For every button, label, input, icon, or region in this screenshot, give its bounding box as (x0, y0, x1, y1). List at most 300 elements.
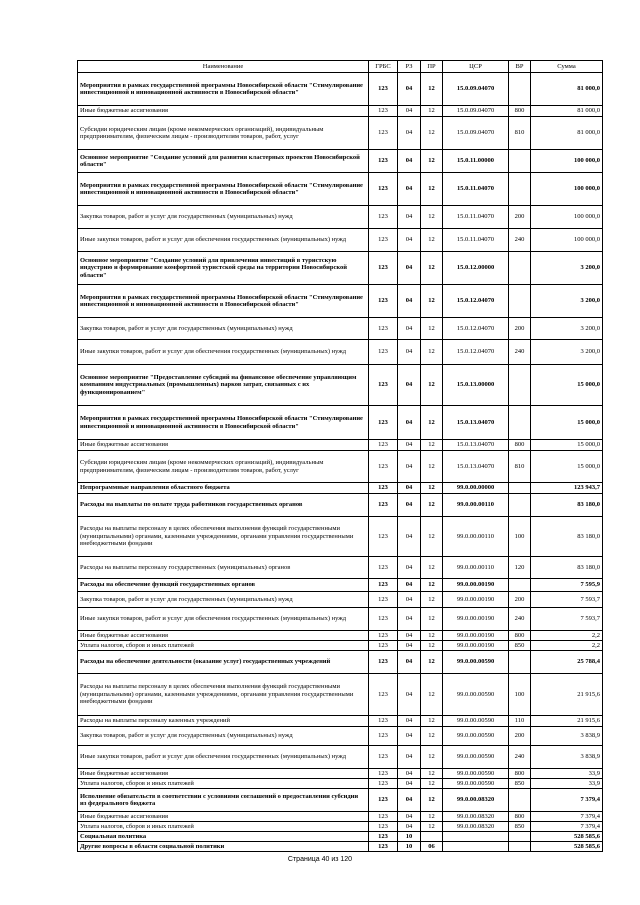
cell-csr: 15.0.12.00000 (443, 252, 509, 285)
cell-grbs: 123 (369, 229, 398, 252)
cell-sum: 7 593,7 (531, 608, 603, 631)
cell-vr: 200 (509, 318, 531, 340)
cell-vr (509, 252, 531, 285)
cell-vr (509, 842, 531, 852)
cell-vr: 240 (509, 608, 531, 631)
cell-sum: 3 200,0 (531, 285, 603, 318)
cell-vr (509, 832, 531, 842)
cell-pr: 12 (421, 285, 443, 318)
cell-sum: 81 000,0 (531, 73, 603, 106)
cell-name: Основное мероприятие "Предоставление субсидий на финансовое обеспечение управляющим компаниям индустриальных (промышленных) парков затрат, связанных с их функционированием" (78, 365, 369, 406)
cell-rz: 04 (398, 406, 421, 440)
cell-pr: 12 (421, 746, 443, 769)
cell-vr: 110 (509, 716, 531, 727)
budget-table (77, 60, 603, 852)
cell-rz: 04 (398, 822, 421, 832)
cell-rz: 04 (398, 252, 421, 285)
cell-rz: 04 (398, 451, 421, 483)
cell-grbs: 123 (369, 641, 398, 651)
cell-pr: 12 (421, 451, 443, 483)
cell-csr: 15.0.11.04070 (443, 229, 509, 252)
cell-grbs: 123 (369, 73, 398, 106)
cell-vr: 200 (509, 727, 531, 746)
cell-rz: 04 (398, 769, 421, 779)
cell-rz: 04 (398, 517, 421, 557)
cell-csr: 99.0.00.00110 (443, 517, 509, 557)
table-row (78, 440, 603, 451)
cell-name: Закупка товаров, работ и услуг для государственных (муниципальных) нужд (78, 318, 369, 340)
cell-name: Уплата налогов, сборов и иных платежей (78, 641, 369, 651)
cell-grbs: 123 (369, 252, 398, 285)
table-row (78, 822, 603, 832)
cell-csr: 15.0.13.04070 (443, 440, 509, 451)
cell-csr: 99.0.00.00190 (443, 608, 509, 631)
cell-grbs: 123 (369, 832, 398, 842)
cell-grbs: 123 (369, 483, 398, 494)
cell-pr: 12 (421, 674, 443, 716)
cell-name: Субсидии юридическим лицам (кроме некоммерческих организаций), индивидуальным предпринимателям, физическим лицам - производителям товаров, работ, услуг (78, 451, 369, 483)
table-row (78, 318, 603, 340)
cell-vr: 850 (509, 822, 531, 832)
cell-sum: 2,2 (531, 641, 603, 651)
cell-name: Мероприятия в рамках государственной программы Новосибирской области "Стимулирование инвестиционной и инновационной активности в Новосибирской области" (78, 285, 369, 318)
cell-rz: 04 (398, 727, 421, 746)
cell-name: Расходы на выплаты персоналу в целях обеспечения выполнения функций государственными (муниципальными) органами, казенными учреждениями, органами управления государственными внебюджетными фондами (78, 674, 369, 716)
table-row (78, 631, 603, 641)
cell-pr: 12 (421, 406, 443, 440)
cell-csr: 99.0.00.08320 (443, 822, 509, 832)
cell-name: Расходы на выплаты персоналу в целях обеспечения выполнения функций государственными (муниципальными) органами, казенными учреждениями, органами управления государственными внебюджетными фондами (78, 517, 369, 557)
cell-grbs: 123 (369, 822, 398, 832)
cell-pr: 12 (421, 769, 443, 779)
cell-rz: 04 (398, 746, 421, 769)
cell-rz: 04 (398, 674, 421, 716)
cell-sum: 2,2 (531, 631, 603, 641)
table-row (78, 608, 603, 631)
cell-rz: 04 (398, 117, 421, 150)
cell-sum: 83 180,0 (531, 517, 603, 557)
cell-grbs: 123 (369, 451, 398, 483)
cell-name: Иные закупки товаров, работ и услуг для обеспечения государственных (муниципальных) нужд (78, 608, 369, 631)
cell-vr: 800 (509, 812, 531, 822)
cell-rz: 04 (398, 173, 421, 206)
header-csr: ЦСР (443, 61, 509, 73)
cell-rz: 04 (398, 494, 421, 517)
cell-csr (443, 832, 509, 842)
cell-vr: 810 (509, 451, 531, 483)
cell-sum: 100 000,0 (531, 229, 603, 252)
cell-pr: 12 (421, 440, 443, 451)
cell-sum: 83 180,0 (531, 557, 603, 579)
cell-vr: 120 (509, 557, 531, 579)
header-name: Наименование (78, 61, 369, 73)
cell-sum: 3 838,9 (531, 746, 603, 769)
cell-vr (509, 150, 531, 173)
table-body (78, 73, 603, 852)
cell-name: Иные бюджетные ассигнования (78, 812, 369, 822)
cell-sum: 100 000,0 (531, 206, 603, 229)
cell-csr: 99.0.00.00590 (443, 674, 509, 716)
cell-name: Непрограммные направления областного бюджета (78, 483, 369, 494)
table-row (78, 517, 603, 557)
cell-sum: 33,9 (531, 779, 603, 789)
cell-vr: 800 (509, 440, 531, 451)
cell-vr: 240 (509, 229, 531, 252)
cell-vr: 240 (509, 746, 531, 769)
cell-sum: 7 595,9 (531, 579, 603, 592)
table-row (78, 150, 603, 173)
cell-sum: 7 593,7 (531, 592, 603, 608)
table-row (78, 451, 603, 483)
table-row (78, 494, 603, 517)
cell-vr (509, 579, 531, 592)
cell-csr: 99.0.00.00190 (443, 631, 509, 641)
cell-pr: 12 (421, 727, 443, 746)
table-row (78, 285, 603, 318)
cell-csr: 99.0.00.00590 (443, 716, 509, 727)
table-row (78, 727, 603, 746)
cell-csr: 99.0.00.00590 (443, 727, 509, 746)
cell-sum: 100 000,0 (531, 173, 603, 206)
cell-name: Расходы на выплаты по оплате труда работников государственных органов (78, 494, 369, 517)
cell-pr (421, 832, 443, 842)
cell-pr: 12 (421, 173, 443, 206)
cell-pr: 12 (421, 557, 443, 579)
cell-csr: 99.0.00.00190 (443, 579, 509, 592)
cell-rz: 10 (398, 832, 421, 842)
table-row (78, 73, 603, 106)
cell-name: Расходы на выплаты персоналу казенных учреждений (78, 716, 369, 727)
cell-rz: 04 (398, 206, 421, 229)
cell-name: Расходы на выплаты персоналу государственных (муниципальных) органов (78, 557, 369, 579)
cell-grbs: 123 (369, 494, 398, 517)
cell-grbs: 123 (369, 769, 398, 779)
cell-vr: 800 (509, 631, 531, 641)
cell-rz: 04 (398, 579, 421, 592)
cell-vr (509, 73, 531, 106)
cell-grbs: 123 (369, 608, 398, 631)
table-row (78, 406, 603, 440)
cell-grbs: 123 (369, 674, 398, 716)
cell-rz: 04 (398, 608, 421, 631)
cell-name: Социальная политика (78, 832, 369, 842)
cell-rz: 04 (398, 789, 421, 812)
cell-grbs: 123 (369, 579, 398, 592)
cell-name: Уплата налогов, сборов и иных платежей (78, 822, 369, 832)
cell-pr: 12 (421, 365, 443, 406)
cell-pr: 12 (421, 318, 443, 340)
cell-vr: 800 (509, 769, 531, 779)
cell-sum: 21 915,6 (531, 674, 603, 716)
cell-sum: 7 379,4 (531, 812, 603, 822)
cell-name: Закупка товаров, работ и услуг для государственных (муниципальных) нужд (78, 592, 369, 608)
cell-csr: 99.0.00.08320 (443, 789, 509, 812)
cell-sum: 100 000,0 (531, 150, 603, 173)
cell-pr: 12 (421, 73, 443, 106)
cell-pr: 12 (421, 608, 443, 631)
cell-name: Иные закупки товаров, работ и услуг для обеспечения государственных (муниципальных) нужд (78, 340, 369, 365)
table-row (78, 579, 603, 592)
cell-rz: 04 (398, 651, 421, 674)
cell-pr: 12 (421, 340, 443, 365)
cell-pr: 12 (421, 812, 443, 822)
cell-csr: 99.0.00.00000 (443, 483, 509, 494)
cell-pr: 12 (421, 779, 443, 789)
cell-vr: 200 (509, 592, 531, 608)
cell-vr (509, 789, 531, 812)
cell-csr: 99.0.00.00190 (443, 592, 509, 608)
table-row (78, 842, 603, 852)
cell-rz: 04 (398, 483, 421, 494)
cell-grbs: 123 (369, 812, 398, 822)
cell-name: Основное мероприятие "Создание условий для привлечения инвестиций в туристскую индустрию и формирование комфортной туристской среды на территории Новосибирской области" (78, 252, 369, 285)
cell-csr: 15.0.12.04070 (443, 318, 509, 340)
cell-grbs: 123 (369, 206, 398, 229)
cell-name: Иные закупки товаров, работ и услуг для обеспечения государственных (муниципальных) нужд (78, 746, 369, 769)
cell-name: Мероприятия в рамках государственной программы Новосибирской области "Стимулирование инвестиционной и инновационной активности в Новосибирской области" (78, 173, 369, 206)
cell-name: Закупка товаров, работ и услуг для государственных (муниципальных) нужд (78, 206, 369, 229)
cell-sum: 81 000,0 (531, 106, 603, 117)
cell-sum: 25 788,4 (531, 651, 603, 674)
cell-csr: 99.0.00.00590 (443, 769, 509, 779)
cell-name: Расходы на обеспечение функций государственных органов (78, 579, 369, 592)
cell-rz: 10 (398, 842, 421, 852)
table-row (78, 173, 603, 206)
cell-grbs: 123 (369, 285, 398, 318)
header-rz: РЗ (398, 61, 421, 73)
cell-csr: 15.0.09.04070 (443, 73, 509, 106)
cell-sum: 528 585,6 (531, 832, 603, 842)
cell-vr: 850 (509, 641, 531, 651)
cell-rz: 04 (398, 318, 421, 340)
cell-csr: 99.0.00.00590 (443, 746, 509, 769)
cell-vr: 100 (509, 517, 531, 557)
cell-grbs: 123 (369, 117, 398, 150)
table-header-row (78, 61, 603, 73)
cell-sum: 83 180,0 (531, 494, 603, 517)
cell-grbs: 123 (369, 173, 398, 206)
cell-name: Иные бюджетные ассигнования (78, 769, 369, 779)
cell-name: Субсидии юридическим лицам (кроме некоммерческих организаций), индивидуальным предпринимателям, физическим лицам - производителям товаров, работ, услуг (78, 117, 369, 150)
table-row (78, 651, 603, 674)
cell-grbs: 123 (369, 842, 398, 852)
table-row (78, 716, 603, 727)
cell-pr: 12 (421, 252, 443, 285)
table-row (78, 340, 603, 365)
cell-grbs: 123 (369, 727, 398, 746)
cell-grbs: 123 (369, 318, 398, 340)
table-row (78, 117, 603, 150)
cell-csr (443, 842, 509, 852)
header-vr: ВР (509, 61, 531, 73)
table-row (78, 557, 603, 579)
cell-pr: 12 (421, 150, 443, 173)
cell-grbs: 123 (369, 631, 398, 641)
cell-csr: 15.0.12.04070 (443, 340, 509, 365)
cell-name: Мероприятия в рамках государственной программы Новосибирской области "Стимулирование инвестиционной и инновационной активности в Новосибирской области" (78, 406, 369, 440)
cell-vr (509, 483, 531, 494)
cell-vr: 850 (509, 779, 531, 789)
cell-name: Исполнение обязательств в соответствии с условиями соглашений о предоставлении субсидии из федерального бюджета (78, 789, 369, 812)
cell-rz: 04 (398, 440, 421, 451)
cell-sum: 21 915,6 (531, 716, 603, 727)
cell-vr (509, 406, 531, 440)
cell-pr: 12 (421, 651, 443, 674)
table-row (78, 592, 603, 608)
cell-csr: 99.0.00.00190 (443, 641, 509, 651)
cell-pr: 12 (421, 631, 443, 641)
cell-vr (509, 173, 531, 206)
cell-sum: 15 000,0 (531, 406, 603, 440)
cell-rz: 04 (398, 73, 421, 106)
cell-name: Иные бюджетные ассигнования (78, 106, 369, 117)
cell-vr (509, 651, 531, 674)
cell-grbs: 123 (369, 106, 398, 117)
cell-rz: 04 (398, 106, 421, 117)
cell-csr: 15.0.11.04070 (443, 173, 509, 206)
cell-grbs: 123 (369, 340, 398, 365)
cell-name: Иные бюджетные ассигнования (78, 440, 369, 451)
page-footer: Страница 40 из 120 (287, 856, 353, 863)
table-row (78, 812, 603, 822)
cell-sum: 3 200,0 (531, 340, 603, 365)
cell-pr: 12 (421, 579, 443, 592)
cell-vr (509, 285, 531, 318)
table-row (78, 769, 603, 779)
cell-sum: 81 000,0 (531, 117, 603, 150)
table-row (78, 252, 603, 285)
cell-csr: 15.0.09.04070 (443, 106, 509, 117)
cell-name: Уплата налогов, сборов и иных платежей (78, 779, 369, 789)
cell-sum: 33,9 (531, 769, 603, 779)
table-row (78, 483, 603, 494)
cell-rz: 04 (398, 150, 421, 173)
cell-csr: 99.0.00.00590 (443, 651, 509, 674)
cell-sum: 15 000,0 (531, 440, 603, 451)
cell-name: Иные закупки товаров, работ и услуг для обеспечения государственных (муниципальных) нужд (78, 229, 369, 252)
cell-rz: 04 (398, 812, 421, 822)
table-row (78, 641, 603, 651)
cell-rz: 04 (398, 340, 421, 365)
cell-pr: 12 (421, 494, 443, 517)
header-grbs: ГРБС (369, 61, 398, 73)
table-row (78, 365, 603, 406)
cell-sum: 15 000,0 (531, 451, 603, 483)
cell-pr: 12 (421, 106, 443, 117)
cell-sum: 3 838,9 (531, 727, 603, 746)
cell-name: Закупка товаров, работ и услуг для государственных (муниципальных) нужд (78, 727, 369, 746)
cell-grbs: 123 (369, 779, 398, 789)
cell-vr: 200 (509, 206, 531, 229)
cell-rz: 04 (398, 285, 421, 318)
cell-pr: 12 (421, 206, 443, 229)
cell-pr: 12 (421, 117, 443, 150)
cell-pr: 12 (421, 641, 443, 651)
cell-vr: 800 (509, 106, 531, 117)
cell-sum: 7 379,4 (531, 822, 603, 832)
cell-pr: 06 (421, 842, 443, 852)
table-row (78, 789, 603, 812)
cell-grbs: 123 (369, 150, 398, 173)
cell-csr: 15.0.11.04070 (443, 206, 509, 229)
table-row (78, 779, 603, 789)
cell-csr: 99.0.00.00110 (443, 494, 509, 517)
table-row (78, 106, 603, 117)
cell-rz: 04 (398, 779, 421, 789)
cell-grbs: 123 (369, 406, 398, 440)
cell-pr: 12 (421, 716, 443, 727)
table-row (78, 229, 603, 252)
cell-rz: 04 (398, 557, 421, 579)
cell-vr: 100 (509, 674, 531, 716)
cell-csr: 99.0.00.00110 (443, 557, 509, 579)
cell-rz: 04 (398, 716, 421, 727)
cell-sum: 528 585,6 (531, 842, 603, 852)
cell-name: Расходы на обеспечение деятельности (оказание услуг) государственных учреждений (78, 651, 369, 674)
cell-csr: 15.0.09.04070 (443, 117, 509, 150)
cell-csr: 15.0.13.00000 (443, 365, 509, 406)
cell-name: Основное мероприятие "Создание условий для развития кластерных проектов Новосибирской области" (78, 150, 369, 173)
header-pr: ПР (421, 61, 443, 73)
cell-pr: 12 (421, 592, 443, 608)
table-row (78, 674, 603, 716)
cell-grbs: 123 (369, 365, 398, 406)
cell-sum: 123 943,7 (531, 483, 603, 494)
cell-sum: 7 379,4 (531, 789, 603, 812)
cell-rz: 04 (398, 365, 421, 406)
table-row (78, 206, 603, 229)
cell-name: Мероприятия в рамках государственной программы Новосибирской области "Стимулирование инвестиционной и инновационной активности в Новосибирской области" (78, 73, 369, 106)
cell-grbs: 123 (369, 517, 398, 557)
cell-rz: 04 (398, 229, 421, 252)
cell-rz: 04 (398, 631, 421, 641)
cell-grbs: 123 (369, 592, 398, 608)
table-row (78, 746, 603, 769)
cell-sum: 3 200,0 (531, 252, 603, 285)
cell-grbs: 123 (369, 746, 398, 769)
cell-pr: 12 (421, 822, 443, 832)
cell-csr: 99.0.00.00590 (443, 779, 509, 789)
cell-vr: 240 (509, 340, 531, 365)
cell-sum: 3 200,0 (531, 318, 603, 340)
cell-pr: 12 (421, 483, 443, 494)
cell-sum: 15 000,0 (531, 365, 603, 406)
cell-pr: 12 (421, 229, 443, 252)
cell-grbs: 123 (369, 651, 398, 674)
cell-name: Другие вопросы в области социальной политики (78, 842, 369, 852)
cell-grbs: 123 (369, 789, 398, 812)
cell-csr: 99.0.00.08320 (443, 812, 509, 822)
budget-document (77, 60, 602, 852)
cell-pr: 12 (421, 789, 443, 812)
cell-vr (509, 365, 531, 406)
header-sum: Сумма (531, 61, 603, 73)
cell-grbs: 123 (369, 716, 398, 727)
cell-csr: 15.0.11.00000 (443, 150, 509, 173)
cell-grbs: 123 (369, 557, 398, 579)
cell-name: Иные бюджетные ассигнования (78, 631, 369, 641)
cell-vr (509, 494, 531, 517)
cell-rz: 04 (398, 592, 421, 608)
cell-csr: 15.0.13.04070 (443, 451, 509, 483)
cell-vr: 810 (509, 117, 531, 150)
table-row (78, 832, 603, 842)
cell-rz: 04 (398, 641, 421, 651)
cell-csr: 15.0.13.04070 (443, 406, 509, 440)
cell-grbs: 123 (369, 440, 398, 451)
cell-pr: 12 (421, 517, 443, 557)
cell-csr: 15.0.12.04070 (443, 285, 509, 318)
